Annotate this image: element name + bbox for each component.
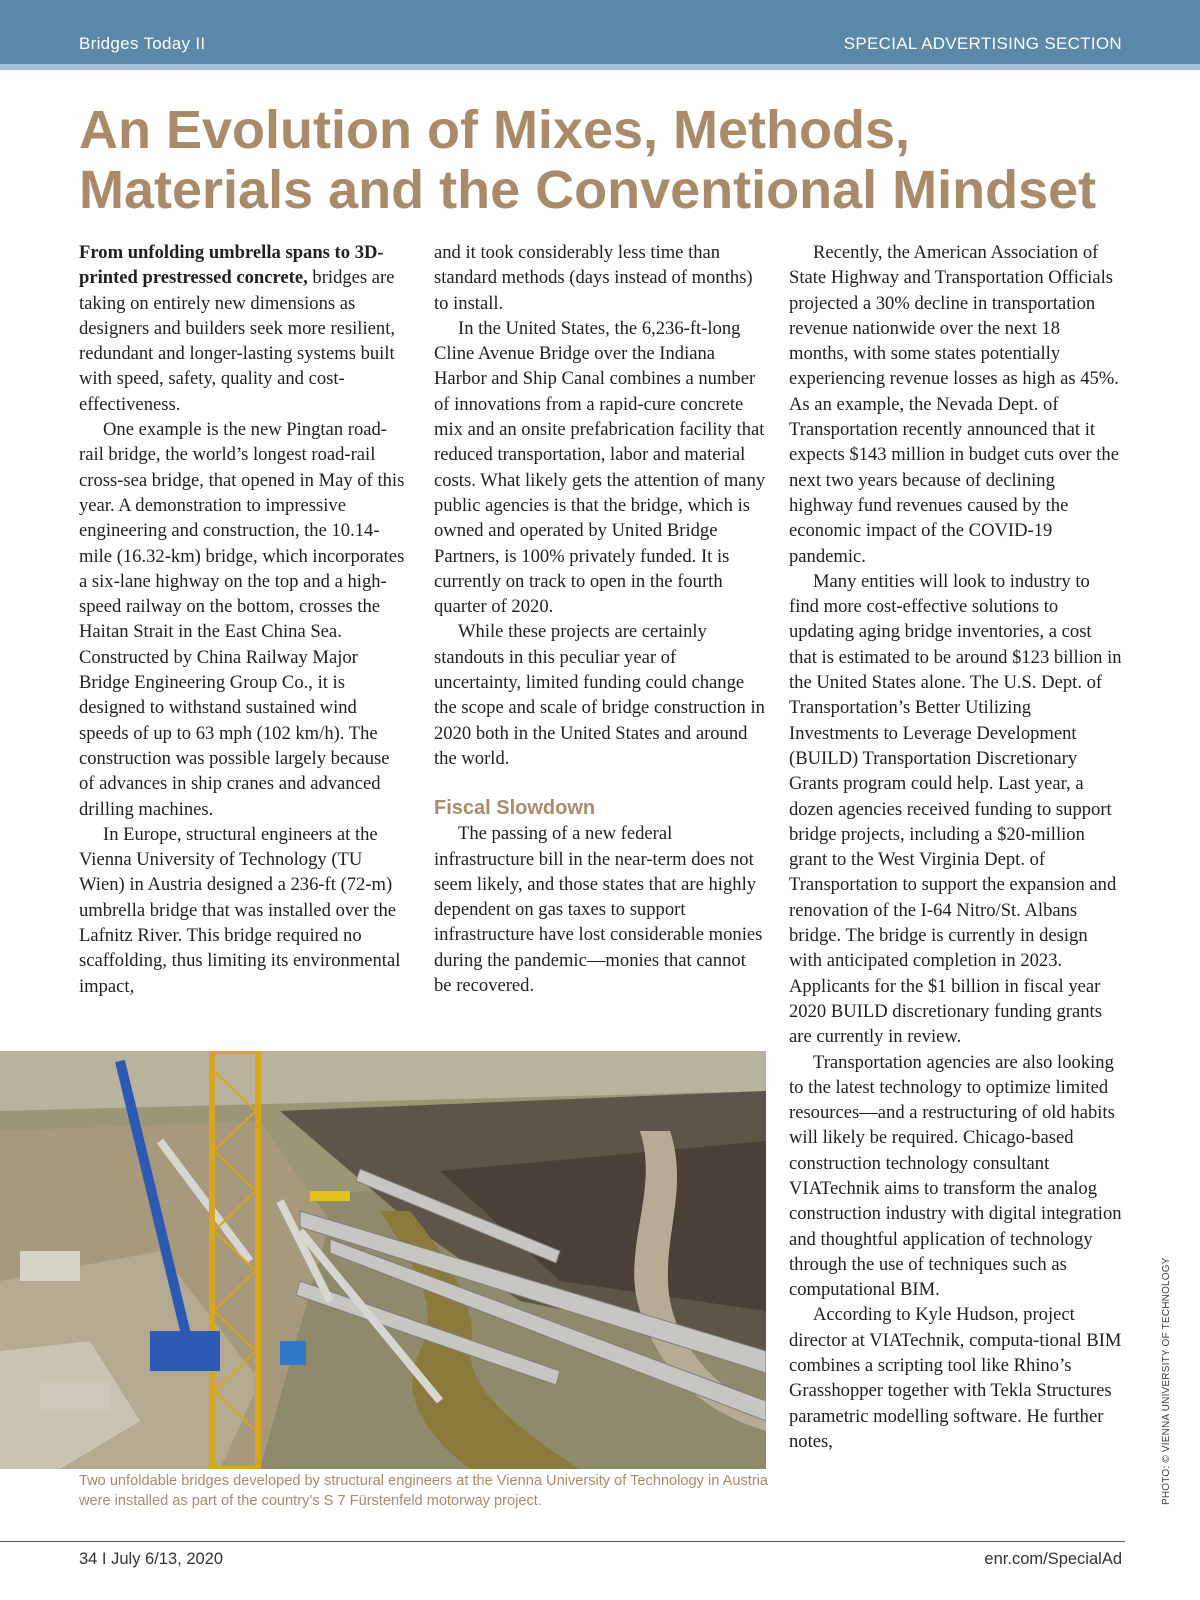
photo-caption: Two unfoldable bridges developed by structural engineers at the Vienna University of Technology in Austria were installed as part of the country’s S 7 Fürstenfeld motorway project. (79, 1473, 769, 1509)
paragraph: In the United States, the 6,236-ft-long Cline Avenue Bridge over the Indiana Harbor and Ship Canal combines a number of innovations from a rapid-cure concrete mix and an onsite prefabrication facility that reduced transportation, labor and material costs. What likely gets the attention of many public agencies is that the bridge, which is owned and operated by United Bridge Partners, is 100% privately funded. It is currently on track to open in the fourth quarter of 2020. (434, 317, 766, 618)
paragraph: In Europe, structural engineers at the Vienna University of Technology (TU Wien) in Austria designed a 236-ft (72-m) umbrella bridge that was installed over the Lafnitz River. This bridge required no scaffolding, thus limiting its environmental impact, (79, 823, 401, 997)
subheading: Fiscal Slowdown (434, 797, 596, 820)
article-column-1 (79, 240, 407, 999)
paragraph: One example is the new Pingtan road-rail bridge, the world’s longest road-rail cross-sea bridge, that opened in May of this year. A demonstration to impressive engineering and construction, the 10.14-mile (16.32-km) bridge, which incorporates a six-lane highway on the top and a high-speed railway on the bottom, crosses the Haitan Strait in the East China Sea. Constructed by China Railway Major Bridge Engineering Group Co., it is designed to withstand sustained wind speeds of up to 63 mph (102 km/h). The construction was possible largely because of advances in ship cranes and advanced drilling machines. (79, 419, 405, 820)
lead-text: bridges are taking on entirely new dimensions as designers and builders seek more resilient, redundant and longer-lasting systems built with speed, safety, quality and cost-effectiveness. (79, 267, 396, 415)
page-number-date: 34 I July 6/13, 2020 (79, 1550, 224, 1568)
lead-paragraph (79, 240, 407, 417)
paragraph: The passing of a new federal infrastructure bill in the near-term does not seem likely, and those states that are highly dependent on gas taxes to support infrastructure have lost considerable monies during the pandemic—monies that cannot be recovered. (434, 823, 763, 997)
paragraph: According to Kyle Hudson, project director at VIATechnik, computa-tional BIM combines a scripting tool like Rhino’s Grasshopper together with Tekla Structures parametric modelling software. He further notes, (789, 1304, 1122, 1452)
section-label: SPECIAL ADVERTISING SECTION (843, 34, 1122, 53)
paragraph: Recently, the American Association of State Highway and Transportation Officials projected a 30% decline in transportation revenue nationwide over the next 18 months, with some states potentially experiencing revenue losses as high as 45%. As an example, the Nevada Dept. of Transportation recently announced that it expects $143 million in budget cuts over the next two years because of declining highway fund revenues caused by the economic impact of the COVID-19 pandemic. (789, 242, 1119, 567)
article-column-3 (789, 240, 1123, 1454)
photo-credit: PHOTO: © VIENNA UNIVERSITY OF TECHNOLOGY (1161, 1257, 1172, 1505)
article-headline: An Evolution of Mixes, Methods, Materials and the Conventional Mindset (79, 100, 1097, 220)
header-bar (0, 0, 1200, 70)
article-column-2 (434, 240, 766, 998)
paragraph: Transportation agencies are also looking to the latest technology to optimize limited resources—and a restructuring of old habits will likely be required. Chicago-based construction technology consultant VIATechnik aims to transform the analog construction industry with digital integration and thoughtful application of technology through the use of techniques such as computational BIM. (789, 1051, 1122, 1301)
paragraph: While these projects are certainly standouts in this peculiar year of uncertainty, limited funding could change the scope and scale of bridge construction in 2020 both in the United States and around the world. (434, 621, 765, 769)
paragraph: Many entities will look to industry to find more cost-effective solutions to updating aging bridge inventories, a cost that is estimated to be around $123 billion in the United States alone. The U.S. Dept. of Transportation’s Better Utilizing Investments to Leverage Development (BUILD) Transportation Discretionary Grants program could help. Last year, a dozen agencies received funding to support bridge projects, including a $20-million grant to the West Virginia Dept. of Transportation to support the expansion and renovation of the I-64 Nitro/St. Albans bridge. The bridge is currently in design with anticipated completion in 2023. Applicants for the $1 billion in fiscal year 2020 BUILD discretionary funding grants are currently in review. (789, 570, 1122, 1048)
footer-url: enr.com/SpecialAd (984, 1550, 1122, 1568)
lead-bold-text: From unfolding umbrella spans to 3D-printed prestressed concrete, (79, 242, 384, 289)
bridge-photo (0, 1051, 766, 1469)
footer-divider (0, 1541, 1125, 1542)
paragraph: and it took considerably less time than standard methods (days instead of months) to install. (434, 242, 753, 314)
section-title: Bridges Today II (79, 34, 206, 53)
